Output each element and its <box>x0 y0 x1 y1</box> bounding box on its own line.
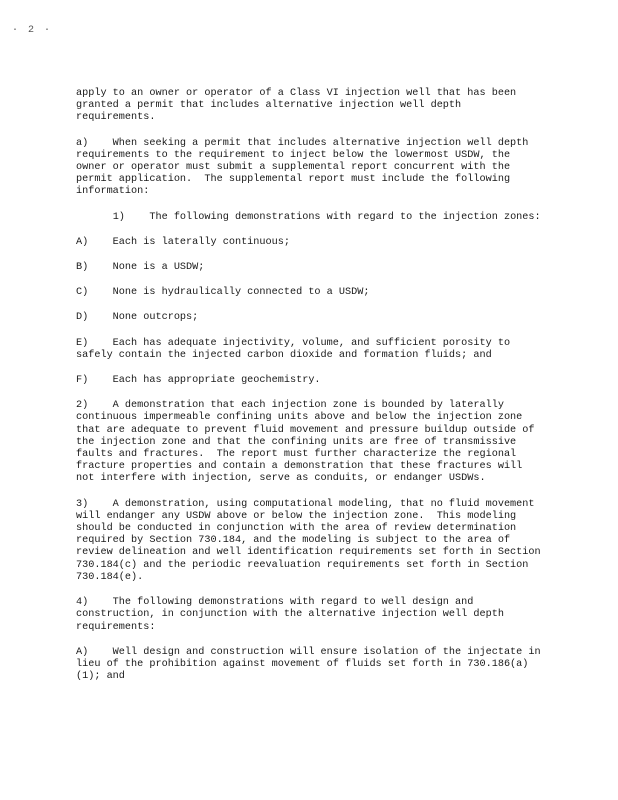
paragraph-3-modeling: 3) A demonstration, using computational modeling, that no fluid movement will endanger any USDW above or below the injection zone. This modeling should be conducted in conjunction with the area of review determination required by Section 730.184, and the modeling is subject to the area of review delineation and well identification requirements set forth in Section 730.184(c) and the periodic reevaluation requirements set forth in Section 730.184(e). <box>76 498 547 583</box>
item-D-no-outcrops: D) None outcrops; <box>76 312 199 324</box>
item-F-geochemistry: F) Each has appropriate geochemistry. <box>76 375 321 387</box>
item-B-not-usdw: B) None is a USDW; <box>76 262 205 274</box>
item-C-not-connected: C) None is hydraulically connected to a USDW; <box>76 287 370 299</box>
paragraph-2-confining-units: 2) A demonstration that each injection zone is bounded by laterally continuous impermeable confining units above and below the injection zone that are adequate to prevent fluid movement and pressure buildup outside of the injection zone and that the confining units are free of transmissive faults and fractures. The report must further characterize the regional fracture properties and contain a demonstration that these fractures will not interfere with injection, serve as conduits, or endanger USDWs. <box>76 400 541 485</box>
item-A-laterally-continuous: A) Each is laterally continuous; <box>76 236 290 248</box>
item-E-adequate-injectivity: E) Each has adequate injectivity, volume, and sufficient porosity to safely contain the injected carbon dioxide and formation fluids; and <box>76 337 517 361</box>
paragraph-intro: apply to an owner or operator of a Class VI injection well that has been granted a permit that includes alternative injection well depth requirements. <box>76 88 523 124</box>
page-number: · 2 · <box>12 25 53 36</box>
paragraph-a: a) When seeking a permit that includes alternative injection well depth requirements to the requirement to inject below the lowermost USDW, the owner or operator must submit a supplemental report concurrent with the permit application. The supplemental report must include the following information: <box>76 137 535 198</box>
document-body <box>76 88 547 696</box>
paragraph-1: 1) The following demonstrations with regard to the injection zones: <box>76 211 541 223</box>
item-A-well-isolation: A) Well design and construction will ensure isolation of the injectate in lieu of the prohibition against movement of fluids set forth in 730.186(a)(1); and <box>76 646 547 683</box>
paragraph-4-well-design: 4) The following demonstrations with regard to well design and construction, in conjunction with the alternative injection well depth requirements: <box>76 597 511 633</box>
